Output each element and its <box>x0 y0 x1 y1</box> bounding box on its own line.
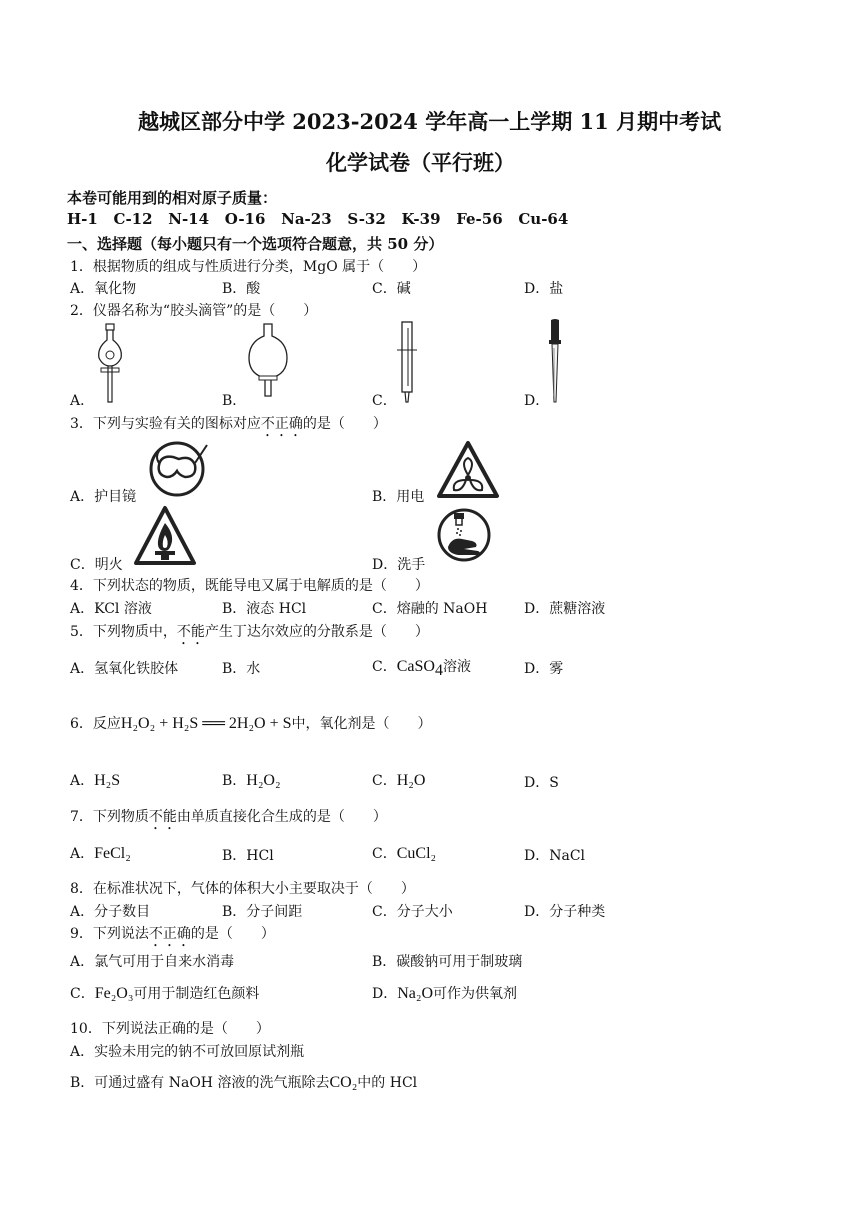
atomic-mass-item: S-32 <box>347 210 386 228</box>
q7-stem-pre: 7．下列物质 <box>70 809 149 825</box>
q10-option-b-text: B．可通过盛有 NaOH 溶液的洗气瓶除去 <box>70 1075 330 1091</box>
q7-stem-post: 由单质直接化合生成的是（ ） <box>176 809 387 825</box>
q6-option-b <box>222 770 281 790</box>
q6-option-c <box>372 770 425 790</box>
q1-option-d: D．盐 <box>524 281 564 297</box>
q6-option-a-formula: H₂S <box>94 772 121 789</box>
hand-wash-icon <box>436 507 492 563</box>
q1-option-c: C．碱 <box>372 281 411 297</box>
q3-option-c: C．明火 <box>70 557 123 573</box>
q9-option-c-text: 可用于制造红色颜料 <box>133 986 260 1002</box>
q6-option-b-formula: H₂O₂ <box>246 772 281 789</box>
q6-option-a-label: A． <box>70 773 95 789</box>
q7-option-c <box>372 843 436 863</box>
atomic-mass-item: Fe-56 <box>456 210 503 228</box>
q9-option-b: B．碳酸钠可用于制玻璃 <box>372 954 523 970</box>
q9-stem-pre: 9．下列说法 <box>70 926 149 942</box>
q9-stem-post: 的是（ ） <box>190 926 275 942</box>
q5-option-d: D．雾 <box>524 661 564 677</box>
q4-option-b: B．液态 HCl <box>222 601 307 617</box>
q7-option-c-label: C． <box>372 846 397 862</box>
q4-option-c: C．熔融的 NaOH <box>372 601 488 617</box>
question-8-stem: 8．在标准状况下，气体的体积大小主要取决于（ ） <box>70 881 415 897</box>
atomic-mass-item: C-12 <box>113 210 153 228</box>
q3-stem-emphasis: 不正确 <box>260 416 303 432</box>
q9-stem-emphasis: 不正确 <box>148 926 191 942</box>
round-bottom-funnel-icon <box>245 322 291 400</box>
dropper-icon <box>545 318 565 404</box>
q3-option-a: A．护目镜 <box>70 489 137 505</box>
atomic-mass-list <box>67 210 568 228</box>
q5-option-c-formula: CaSO <box>396 658 435 675</box>
q8-option-c: C．分子大小 <box>372 904 453 920</box>
q7-option-a-label: A． <box>70 846 95 862</box>
q8-option-a: A．分子数目 <box>70 904 151 920</box>
q3-option-d: D．洗手 <box>372 557 426 573</box>
q2-option-a: A． <box>70 393 95 409</box>
q2-option-d: D． <box>524 393 550 409</box>
q9-option-d-text: 可作为供氧剂 <box>433 986 518 1002</box>
q10-option-b-formula: CO₂ <box>329 1074 358 1091</box>
goggles-icon <box>145 437 209 497</box>
q6-stem-pre: 6．反应 <box>70 716 121 732</box>
q6-option-b-label: B． <box>222 773 247 789</box>
burette-icon <box>395 320 419 404</box>
q6-stem-post: 中，氧化剂是（ ） <box>291 716 432 732</box>
q2-option-c: C． <box>372 393 397 409</box>
q1-option-a: A．氧化物 <box>70 281 137 297</box>
atomic-mass-item: K-39 <box>401 210 441 228</box>
q5-stem-emphasis: 不能 <box>176 624 205 640</box>
question-1-stem: 1．根据物质的组成与性质进行分类，MgO 属于（ ） <box>70 259 427 275</box>
q5-option-b: B．水 <box>222 661 261 677</box>
question-6-stem <box>70 713 432 733</box>
q7-option-d: D．NaCl <box>524 848 586 864</box>
q3-stem-post: 的是（ ） <box>302 416 387 432</box>
question-2-stem: 2．仪器名称为“胶头滴管”的是（ ） <box>70 303 318 319</box>
q9-option-c <box>70 983 259 1003</box>
page-title: 越城区部分中学 2023-2024 学年高一上学期 11 月期中考试 <box>138 109 722 134</box>
question-4-stem: 4．下列状态的物质，既能导电又属于电解质的是（ ） <box>70 578 429 594</box>
atomic-mass-label: 本卷可能用到的相对原子质量： <box>67 189 278 207</box>
q7-stem-emphasis: 不能 <box>148 809 177 825</box>
q5-stem-pre: 5．下列物质中， <box>70 624 177 640</box>
q5-option-c-label: C． <box>372 659 397 675</box>
electric-fan-icon <box>436 440 500 500</box>
q2-option-b: B． <box>222 393 247 409</box>
q9-option-d-formula: Na₂O <box>397 985 434 1002</box>
q5-stem-post: 产生丁达尔效应的分散系是（ ） <box>204 624 429 640</box>
q7-option-a <box>70 843 131 863</box>
question-7-stem <box>70 806 387 833</box>
q9-option-c-formula: Fe₂O₃ <box>94 985 134 1002</box>
q6-option-c-formula: H₂O <box>396 772 426 789</box>
q1-option-b: B．酸 <box>222 281 261 297</box>
flame-icon <box>133 505 197 567</box>
q7-option-c-formula: CuCl₂ <box>396 845 437 862</box>
q5-option-c-subscript: 4 <box>434 661 443 679</box>
atomic-mass-item: O-16 <box>224 210 266 228</box>
q9-option-a: A．氯气可用于自来水消毒 <box>70 954 235 970</box>
q5-option-c <box>372 656 471 680</box>
page-subtitle: 化学试卷（平行班） <box>326 150 515 175</box>
atomic-mass-item: Na-23 <box>281 210 332 228</box>
question-10-stem: 10．下列说法正确的是（ ） <box>70 1021 270 1037</box>
q6-option-d: D．S <box>524 775 559 791</box>
q3-stem-pre: 3．下列与实验有关的图标对应 <box>70 416 261 432</box>
q5-option-c-text: 溶液 <box>442 659 471 675</box>
q10-option-a: A．实验未用完的钠不可放回原试剂瓶 <box>70 1044 305 1060</box>
q4-option-d: D．蔗糖溶液 <box>524 601 606 617</box>
q6-equation: H₂O₂ + H₂S ══ 2H₂O + S <box>120 715 292 732</box>
atomic-mass-item: Cu-64 <box>518 210 569 228</box>
q9-option-c-label: C． <box>70 986 95 1002</box>
q6-option-a <box>70 770 120 790</box>
question-9-stem <box>70 923 275 950</box>
q8-option-b: B．分子间距 <box>222 904 303 920</box>
q4-option-a: A．KCl 溶液 <box>70 601 152 617</box>
atomic-mass-item: H-1 <box>67 210 98 228</box>
question-3-stem <box>70 413 387 440</box>
q7-option-b: B．HCl <box>222 848 274 864</box>
q9-option-d-label: D． <box>372 986 398 1002</box>
q9-option-d <box>372 983 517 1003</box>
q5-option-a: A．氢氧化铁胶体 <box>70 661 179 677</box>
q3-option-b: B．用电 <box>372 489 425 505</box>
q10-option-b <box>70 1072 417 1092</box>
q6-option-c-label: C． <box>372 773 397 789</box>
atomic-mass-item: N-14 <box>168 210 210 228</box>
q8-option-d: D．分子种类 <box>524 904 606 920</box>
question-5-stem <box>70 621 429 648</box>
section-heading: 一、选择题（每小题只有一个选项符合题意，共 50 分） <box>67 235 444 253</box>
q10-option-b-text-2: 中的 HCl <box>357 1075 418 1091</box>
q7-option-a-formula: FeCl₂ <box>94 845 131 862</box>
separatory-funnel-icon <box>93 322 127 404</box>
